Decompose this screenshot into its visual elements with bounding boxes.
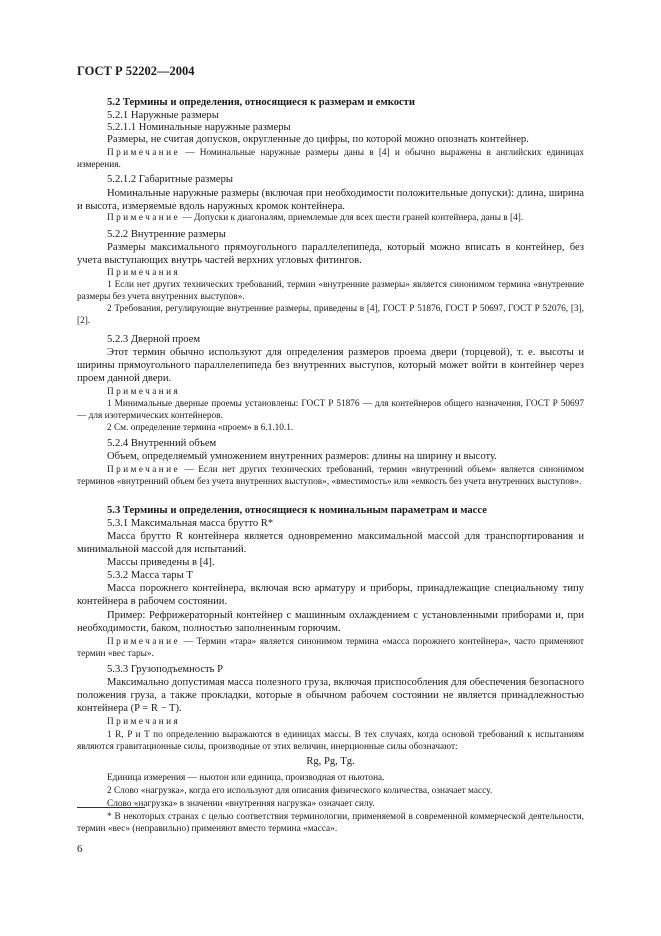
notes-label: Примечания — [107, 717, 181, 727]
footnote-divider — [77, 807, 145, 808]
note-overall-dimensions — [77, 213, 584, 225]
definition-max-gross-mass: Масса брутто R контейнера является одновременно максимальной массой для транспортирования и минимальной массой для испытаний. — [77, 531, 584, 556]
example-reefer: Пример: Рефрижераторный контейнер с машинным охлаждением с установленными приборами и, при необходимости, баком, полностью заполненным горючим. — [77, 610, 584, 635]
note-payload-1: 1 R, P и T по определению выражаются в единицах массы. В тех случаях, когда основой требований к испытаниям являются гравитационные силы, производные от этих величин, инерционные силы обозначают: — [77, 730, 584, 752]
definition-internal-dimensions: Размеры максимального прямоугольного параллелепипеда, который можно вписать в контейнер, без учета выступающих внутрь частей верхних угловых фитингов. — [77, 242, 584, 267]
note-internal-2: 2 Требования, регулирующие внутренние размеры, приведены в [4], ГОСТ Р 51876, ГОСТ Р 50697, ГОСТ Р 52076, [3], [2]. — [77, 304, 584, 326]
note-payload-2: 2 Слово «нагрузка», когда его используют для описания физического количества, означает массу. — [107, 786, 493, 796]
note-payload-unit: Единица измерения — ньютон или единица, производная от ньютона. — [107, 773, 385, 783]
note-door-2: 2 См. определение термина «проем» в 6.1.10.1. — [107, 423, 294, 433]
note-text: — Если нет других технических требований, термин «внутренний объем» является синонимом терминов «внутренний объем без учета внутренних выступов», «вместимость» или «емкость без учета внутренних выступов». — [77, 465, 584, 487]
definition-door-opening: Этот термин обычно используют для определения размеров проема двери (торцевой), т. е. высоты и ширины прямоугольного параллелепипеда без внутренних выступов, который может войти в контейнер через проем данной двери. — [77, 347, 584, 385]
definition-tare-mass: Масса порожнего контейнера, включая всю арматуру и приборы, принадлежащие специальному типу контейнера в рабочем состоянии. — [77, 583, 584, 608]
note-text: — Номинальные наружные размеры даны в [4] и обычно выражены в английских единицах измерения. — [77, 148, 584, 170]
definition-overall-dimensions: Номинальные наружные размеры (включая при необходимости положительные допуски): длина, ширина и высота, измеряемые вдоль наружных кромок контейнера. — [77, 188, 584, 213]
section-5-2-heading: 5.2 Термины и определения, относящиеся к размерам и емкости — [107, 97, 415, 108]
clause-5-2-3: 5.2.3 Дверной проем — [107, 334, 201, 345]
definition-internal-volume: Объем, определяемый умножением внутренних размеров: длины на ширину и высоту. — [107, 451, 497, 462]
note-label: Примечание — [107, 148, 180, 158]
note-internal-volume — [77, 465, 584, 489]
clause-5-3-3: 5.3.3 Грузоподъемность P — [107, 664, 224, 675]
clause-5-2-1-2: 5.2.1.2 Габаритные размеры — [107, 174, 234, 185]
note-door-1: 1 Минимальные дверные проемы установлены: ГОСТ Р 51876 — для контейнеров общего назначения, ГОСТ Р 50697 — для изотермических контейнеров. — [77, 399, 584, 421]
notes-label: Примечания — [107, 387, 181, 397]
definition-payload: Максимально допустимая масса полезного груза, включая приспособления для обеспечения безопасного положения груза, а также прокладки, которые в обычном рабочем состоянии не является принадлежностью контейнера (P = R − T). — [77, 677, 584, 715]
definition-nominal-dimensions: Размеры, не считая допусков, округленные до цифры, по которой можно опознать контейнер. — [107, 134, 529, 145]
section-5-3-heading: 5.3 Термины и определения, относящиеся к номинальным параметрам и массе — [107, 505, 487, 516]
clause-5-2-1-1: 5.2.1.1 Номинальные наружные размеры — [107, 122, 291, 133]
clause-5-2-2: 5.2.2 Внутренние размеры — [107, 229, 226, 240]
page-header: ГОСТ Р 52202—2004 — [77, 64, 195, 78]
masses-reference: Массы приведены в [4]. — [107, 557, 215, 568]
page-number: 6 — [77, 844, 83, 855]
note-label: Примечание — [107, 465, 180, 475]
note-text: — Термин «тара» является синонимом термина «масса порожнего контейнера», часто применяют термин «вес тары». — [77, 637, 584, 659]
note-label: Примечание — [107, 213, 180, 223]
clause-5-3-2: 5.3.2 Масса тары T — [107, 570, 193, 581]
note-label: Примечание — [107, 637, 180, 647]
note-nominal-dimensions — [77, 148, 584, 172]
clause-5-2-1: 5.2.1 Наружные размеры — [107, 110, 219, 121]
clause-5-2-4: 5.2.4 Внутренний объем — [107, 438, 217, 449]
note-internal-1: 1 Если нет других технических требований, термин «внутренние размеры» является синонимом термина «внутренние размеры без учета внутренних выступов». — [77, 280, 584, 302]
note-text: — Допуски к диагоналям, приемлемые для всех шести граней контейнера, даны в [4]. — [180, 213, 524, 223]
footnote: * В некоторых странах с целью соответствия терминологии, применяемой в современной коммерческой деятельности, термин «вес» (неправильно) применяют вместо термина «масса». — [77, 812, 584, 834]
clause-5-3-1: 5.3.1 Максимальная масса брутто R* — [107, 518, 274, 529]
notes-label: Примечания — [107, 268, 181, 278]
note-payload-force: Слово «нагрузка» в значении «внутренняя нагрузка» означает силу. — [107, 799, 375, 809]
formula-inertial-forces: Rg, Pg, Tg. — [306, 756, 355, 767]
note-tare — [77, 637, 584, 661]
